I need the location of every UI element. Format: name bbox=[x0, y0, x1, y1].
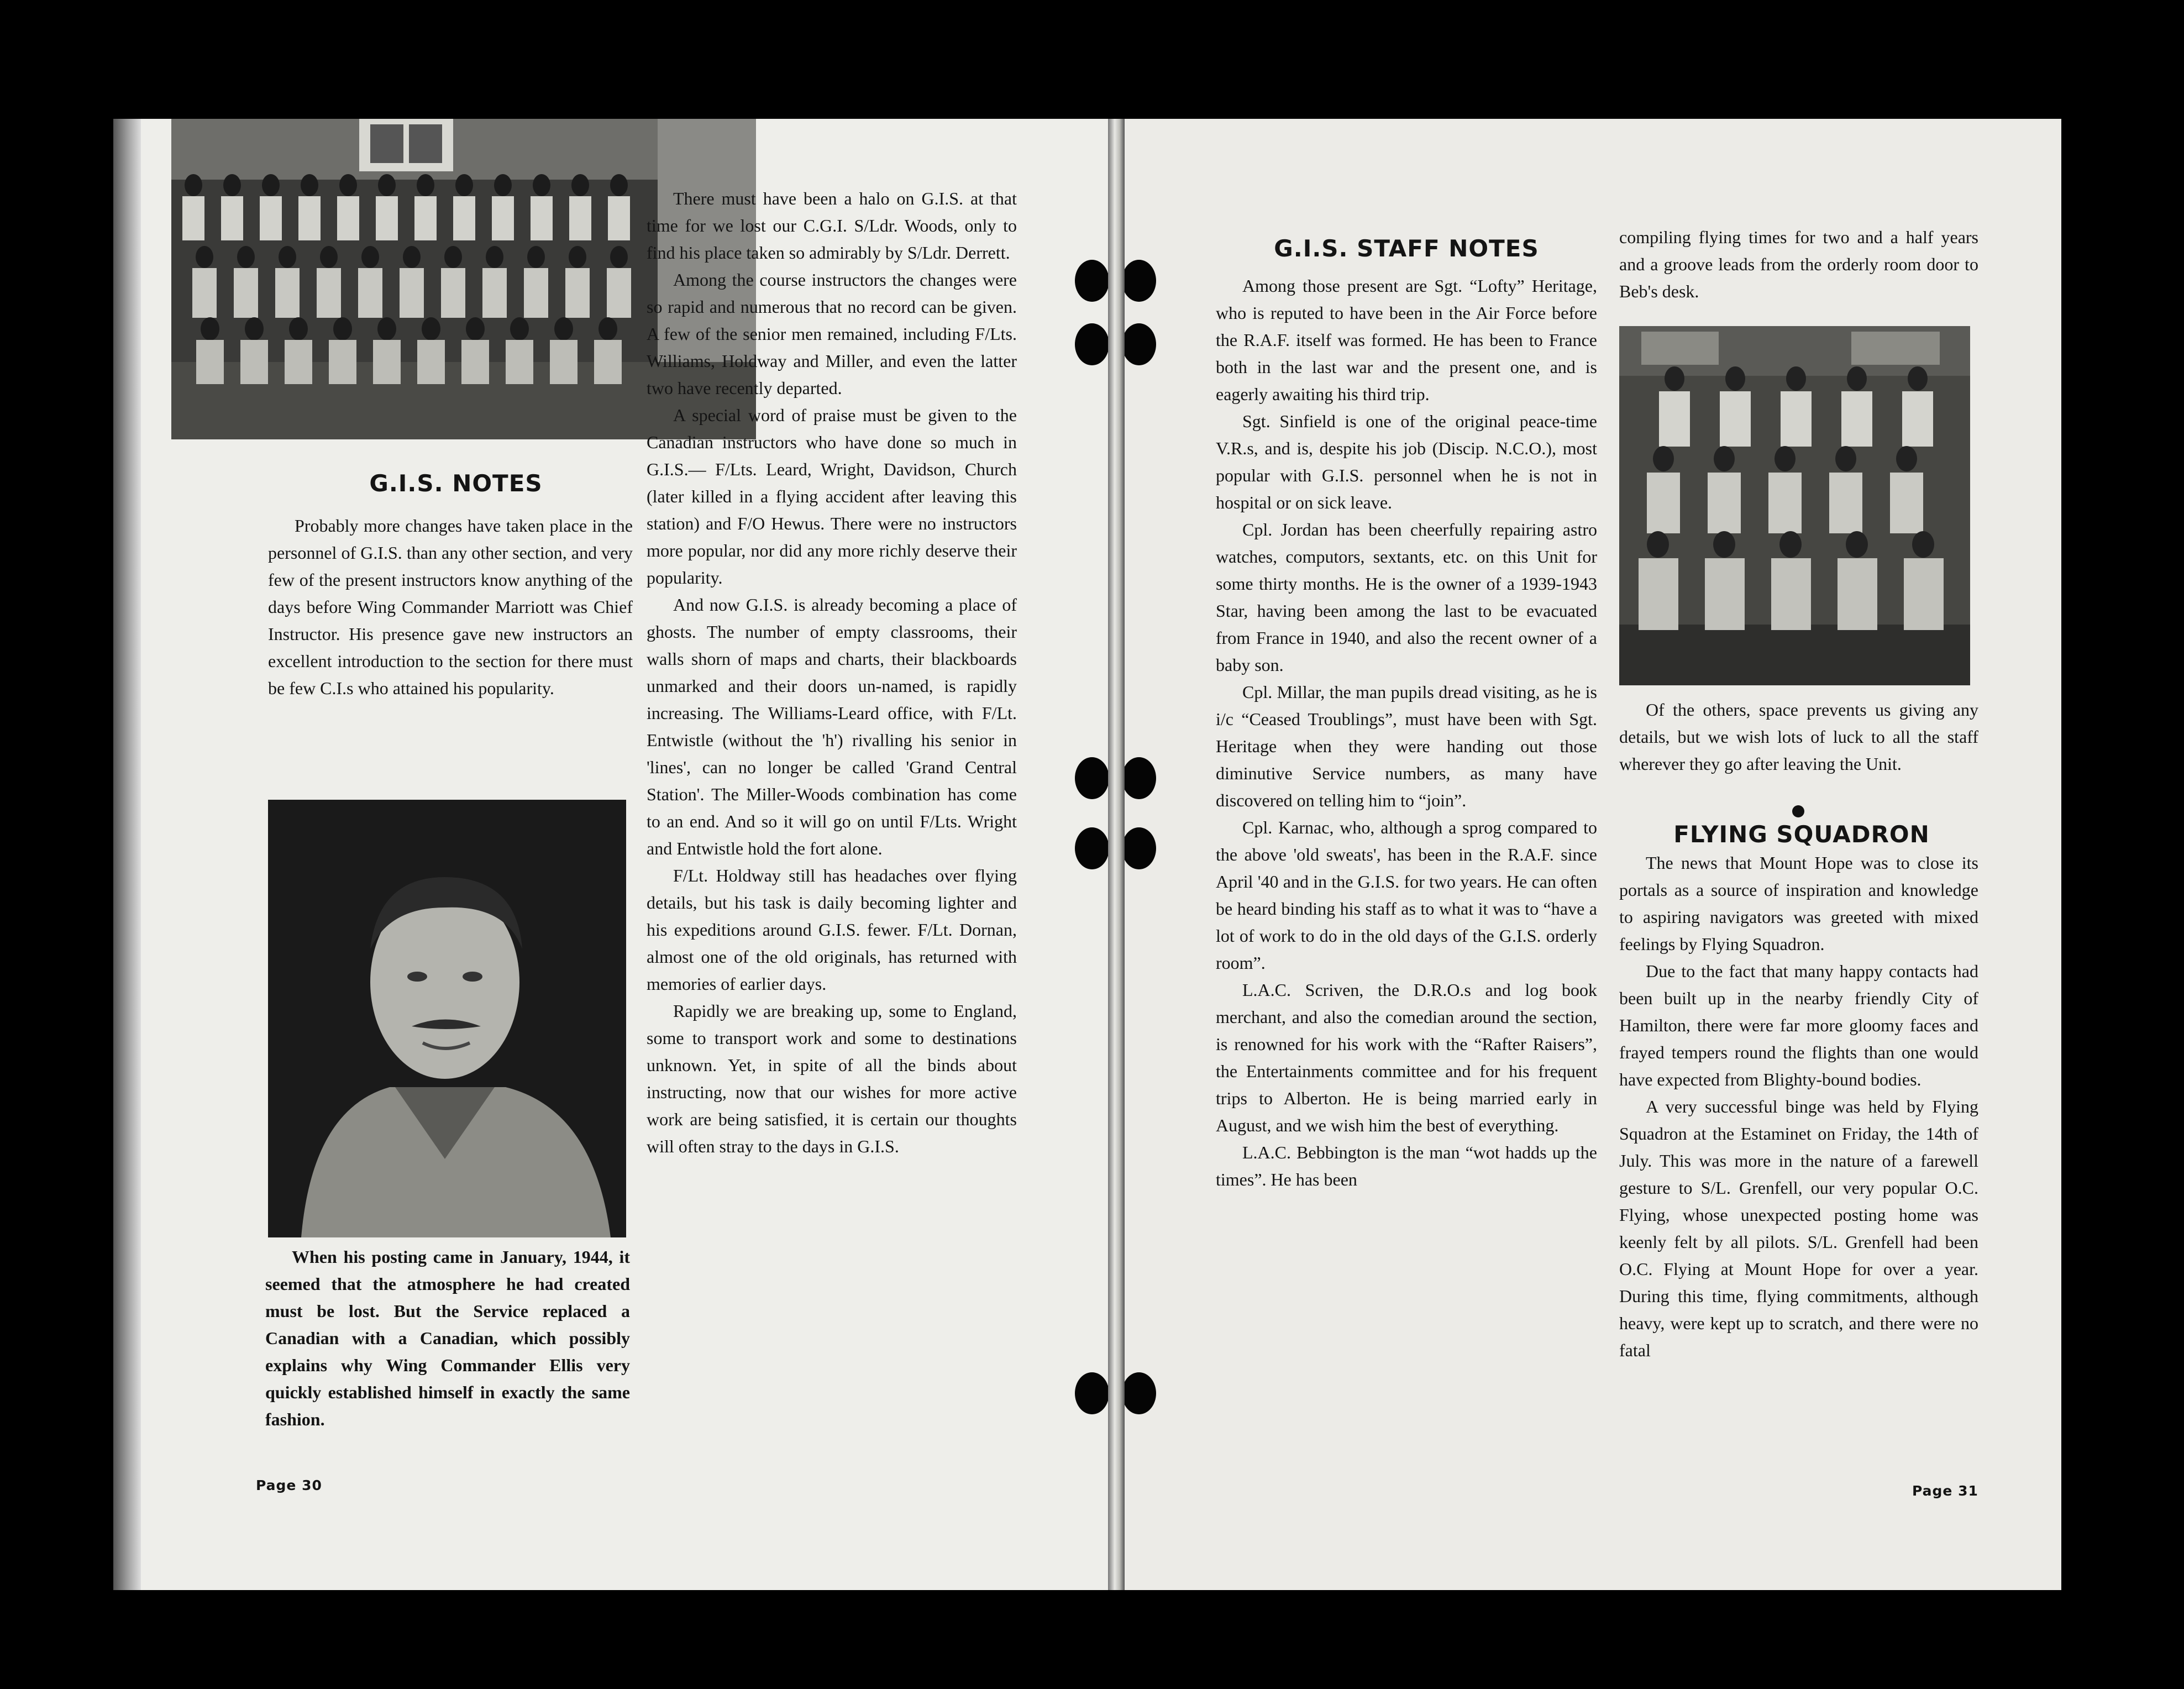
paragraph: F/Lt. Holdway still has headaches over flying details, but his task is daily becoming lighter and his expeditions around G.I.S. fewer. F/Lt. Dornan, almost one of the old originals, has returned with memories of earlier days. bbox=[647, 866, 1017, 994]
paragraph: compiling flying times for two and a half years and a groove leads from the orderly room door to Beb's desk. bbox=[1619, 227, 1978, 301]
paragraph: Cpl. Karnac, who, although a sprog compared to the above 'old sweats', has been in the R.A.F. since April '40 and in the G.I.S. for two years. He can often be heard binding his staff as to what it was to “have a lot of work to do in the old days of the G.I.S. orderly room”. bbox=[1216, 817, 1597, 973]
right-page bbox=[1125, 119, 2061, 1590]
paragraph: A special word of praise must be given to the Canadian instructors who have done so much in G.I.S.— F/Lts. Leard, Wright, Davidson, Church (later killed in a flying accident after leaving this station) and F/O Hewus. There were no instructors more popular, nor did any more richly deserve their popularity. bbox=[647, 405, 1017, 588]
paragraph: Cpl. Millar, the man pupils dread visiting, as he is i/c “Ceased Troublings”, must have been with Sgt. Heritage when they were handing out those diminutive Service numbers, as many have discovered on telling him to “join”. bbox=[1216, 682, 1597, 810]
right-column-2-squadron bbox=[1619, 849, 1978, 1364]
right-column-2-top bbox=[1619, 224, 1978, 305]
paragraph: When his posting came in January, 1944, it seemed that the atmosphere he had created must be lost. But the Service replaced a Canadian with a Canadian, which possibly explains why Wing Commander Ellis very quickly established himself in exactly the same fashion. bbox=[265, 1247, 630, 1429]
paragraph: Among the course instructors the changes were so rapid and numerous that no record can be given. A few of the senior men remained, including F/Lts. Williams, Holdway and Miller, and even the latter two have recently departed. bbox=[647, 270, 1017, 398]
right-column-1 bbox=[1216, 272, 1597, 1193]
heading-gis-notes: G.I.S. NOTES bbox=[369, 470, 543, 497]
paragraph: Rapidly we are breaking up, some to England, some to transport work and some to destinations unknown. Yet, in spite of all the binds about instructing, now that our wishes for more active work are being satisfied, it is certain our thoughts will often stray to the days in G.I.S. bbox=[647, 1001, 1017, 1156]
left-column-2 bbox=[647, 185, 1017, 1160]
paragraph: Due to the fact that many happy contacts had been built up in the nearby friendly City of Hamilton, there were far more gloomy faces and frayed tempers round the flights than one would have expected from Blighty-bound bodies. bbox=[1619, 961, 1978, 1089]
paragraph: Probably more changes have taken place in the personnel of G.I.S. than any other section, and very few of the present instructors know anything of the days before Wing Commander Marriott was Chief Instructor. His presence gave new instructors an excellent introduction to the section for there must be few C.I.s who attained his popularity. bbox=[268, 516, 633, 698]
paragraph: Of the others, space prevents us giving any details, but we wish lots of luck to all the staff wherever they go after leaving the Unit. bbox=[1619, 700, 1978, 774]
page-number: Page 30 bbox=[256, 1477, 322, 1493]
punch-hole bbox=[1075, 323, 1108, 365]
paragraph: The news that Mount Hope was to close its portals as a source of inspiration and knowledge to aspiring navigators was greeted with mixed feelings by Flying Squadron. bbox=[1619, 853, 1978, 954]
group-photo-staff bbox=[1619, 326, 1970, 685]
paragraph: There must have been a halo on G.I.S. at that time for we lost our C.G.I. S/Ldr. Woods, only to find his place taken so admirably by S/Ldr. Derrett. bbox=[647, 188, 1017, 263]
punch-hole bbox=[1075, 1372, 1108, 1414]
right-column-2-after-photo bbox=[1619, 696, 1978, 778]
punch-hole bbox=[1125, 1372, 1156, 1414]
heading-flying-squadron: FLYING SQUADRON bbox=[1673, 821, 1930, 848]
binding-edge bbox=[113, 119, 141, 1590]
punch-hole bbox=[1075, 757, 1108, 799]
magazine-spread bbox=[113, 119, 2061, 1590]
punch-hole bbox=[1125, 260, 1156, 302]
portrait-photo bbox=[268, 800, 626, 1237]
page-number: Page 31 bbox=[1912, 1483, 1978, 1499]
paragraph: A very successful binge was held by Flying Squadron at the Estaminet on Friday, the 14th of July. This was more in the nature of a farewell gesture to S/L. Grenfell, our very popular O.C. Flying, whose unexpected posting home was keenly felt by all pilots. S/L. Grenfell had been O.C. Flying at Mount Hope for over a year. During this time, flying commitments, although heavy, were kept up to scratch, and there were no fatal bbox=[1619, 1097, 1978, 1360]
paragraph: Sgt. Sinfield is one of the original peace-time V.R.s, and is, despite his job (Discip. N.C.O.), most popular with G.I.S. personnel when he is not in hospital or on sick leave. bbox=[1216, 411, 1597, 512]
punch-hole bbox=[1075, 260, 1108, 302]
punch-hole bbox=[1125, 827, 1156, 869]
left-page bbox=[113, 119, 1108, 1590]
punch-hole bbox=[1075, 827, 1108, 869]
spine-gutter bbox=[1108, 119, 1125, 1590]
paragraph: Cpl. Jordan has been cheerfully repairing astro watches, computors, sextants, etc. on this Unit for some thirty months. He is the owner of a 1939-1943 Star, having been among the last to be evacuated from France in 1940, and also the recent owner of a baby son. bbox=[1216, 520, 1597, 675]
intro-paragraph bbox=[268, 512, 633, 702]
section-bullet bbox=[1792, 805, 1804, 817]
punch-hole bbox=[1125, 757, 1156, 799]
punch-hole bbox=[1125, 323, 1156, 365]
paragraph: L.A.C. Bebbington is the man “wot hadds up the times”. He has been bbox=[1216, 1142, 1597, 1189]
paragraph: Among those present are Sgt. “Lofty” Heritage, who is reputed to have been in the Air Force before the R.A.F. itself was formed. He has been to France both in the last war and the present one, and is eagerly awaiting his third trip. bbox=[1216, 276, 1597, 404]
portrait-caption bbox=[265, 1244, 630, 1433]
heading-gis-staff-notes: G.I.S. STAFF NOTES bbox=[1274, 235, 1539, 262]
paragraph: And now G.I.S. is already becoming a place of ghosts. The number of empty classrooms, their walls shorn of maps and charts, their blackboards unmarked and their doors un-named, is rapidly increasing. The Williams-Leard office, with F/Lt. Entwistle (without the 'h') rivalling his senior in 'lines', can no longer be called 'Grand Central Station'. The Miller-Woods combination has come to an end. And so it will go on until F/Lts. Wright and Entwistle hold the fort alone. bbox=[647, 595, 1017, 858]
paragraph: L.A.C. Scriven, the D.R.O.s and log book merchant, and also the comedian around the section, is renowned for his work with the “Rafter Raisers”, the Entertainments committee and for his frequent trips to Alberton. He is being married early in August, and we wish him the best of everything. bbox=[1216, 980, 1597, 1135]
